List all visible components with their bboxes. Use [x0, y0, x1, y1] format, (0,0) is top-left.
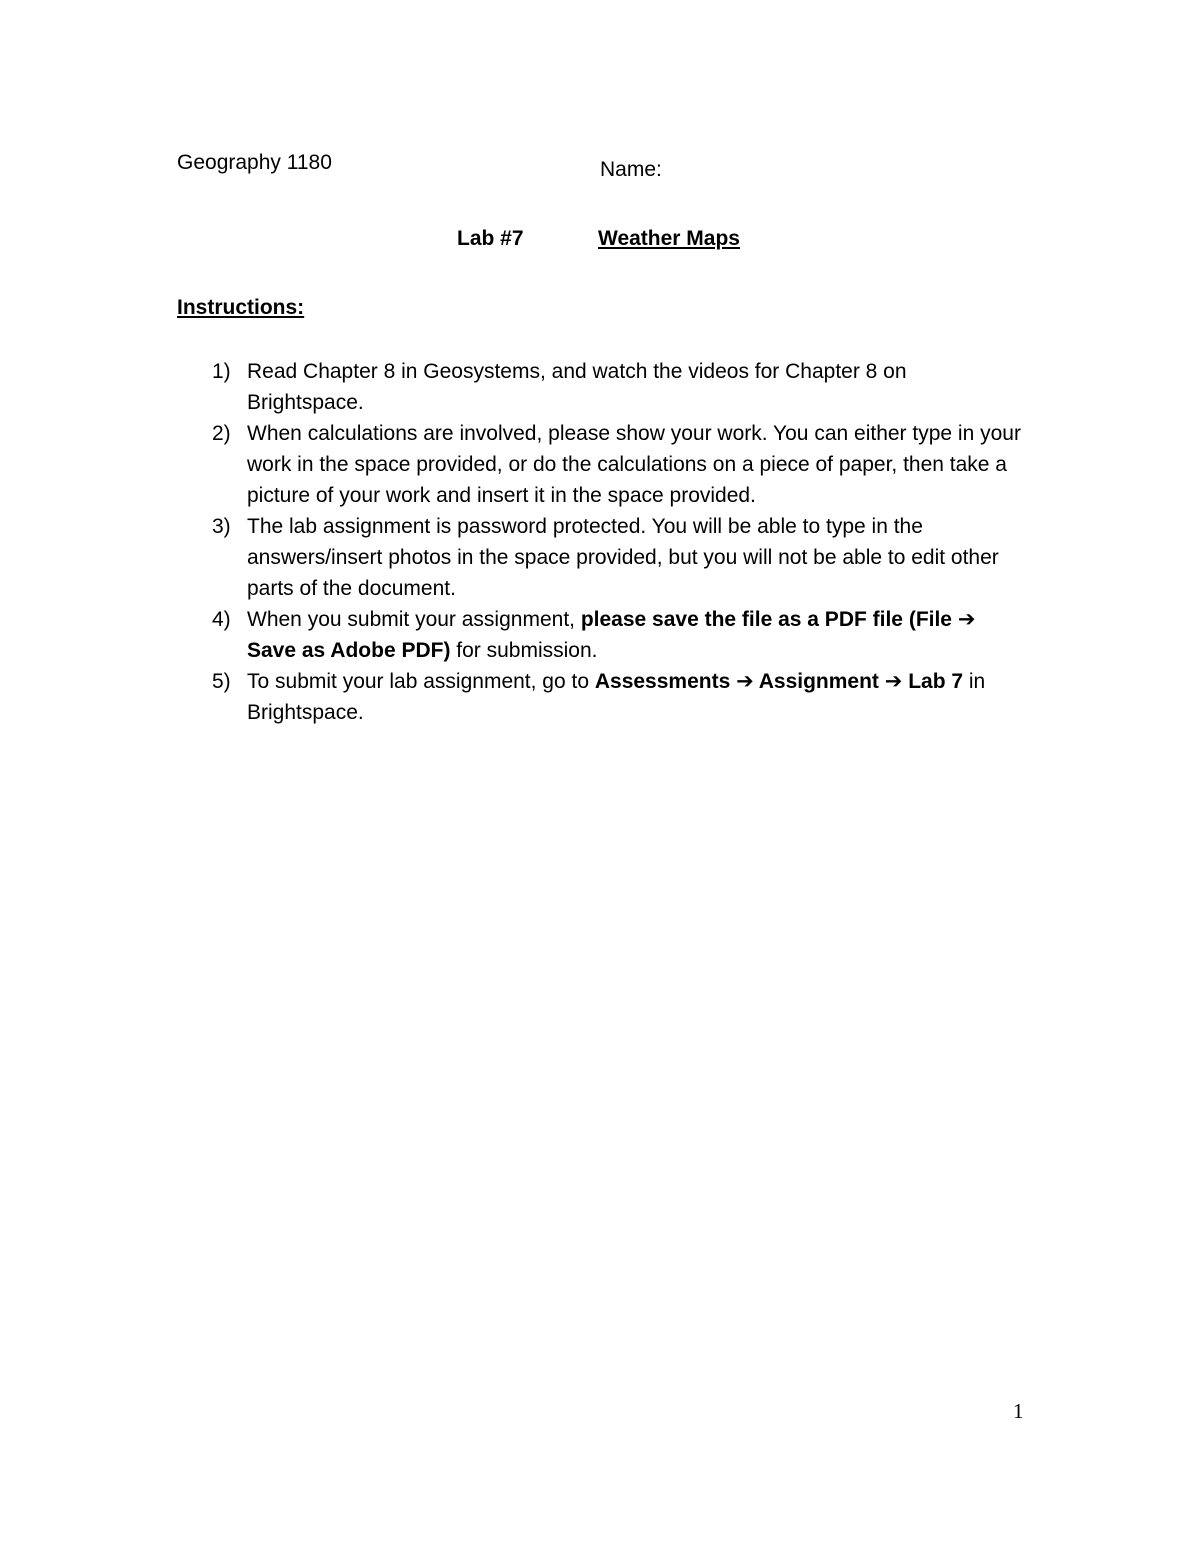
instruction-text-bold: Assessments ➔ Assignment ➔ Lab 7 — [594, 670, 964, 693]
lab-number: Lab #7 — [457, 227, 524, 250]
instruction-text-run: When you submit your assignment, — [247, 608, 581, 631]
instruction-text — [247, 670, 985, 724]
instruction-text-run: for submission. — [450, 639, 598, 662]
name-label: Name: — [600, 158, 662, 181]
instruction-number: 2) — [212, 422, 231, 445]
instruction-text — [247, 360, 907, 414]
instructions-heading: Instructions: — [177, 296, 305, 319]
instruction-text-bold: please save the file as a PDF file (File ➔ Save as Adobe PDF) — [247, 608, 976, 662]
instruction-item — [177, 418, 1027, 511]
instruction-number: 5) — [212, 670, 231, 693]
instruction-item — [177, 356, 1027, 418]
instruction-text-run: in Brightspace. — [247, 670, 986, 724]
instruction-text — [247, 608, 975, 662]
instruction-list — [177, 356, 1027, 728]
instruction-text-run: To submit your lab assignment, go to — [247, 670, 595, 693]
lab-topic: Weather Maps — [598, 227, 740, 250]
instruction-number: 3) — [212, 515, 231, 538]
instruction-number: 1) — [212, 360, 231, 383]
instruction-number: 4) — [212, 608, 231, 631]
instruction-text — [247, 515, 999, 600]
instruction-text-run: Read Chapter 8 in Geosystems, and watch the videos for Chapter 8 on Brightspace. — [247, 360, 907, 414]
page-number: 1 — [1013, 1399, 1024, 1423]
course-title: Geography 1180 — [177, 151, 332, 174]
instruction-item — [177, 666, 1027, 728]
instruction-text-run: When calculations are involved, please show your work. You can either type in your work in the space provided, or do the calculations on a piece of paper, then take a picture of your work and insert it in the space provided. — [247, 422, 1021, 507]
instruction-text — [247, 422, 1021, 507]
lab-title — [457, 225, 740, 253]
instruction-text-run: The lab assignment is password protected. You will be able to type in the answers/insert photos in the space provided, but you will not be able to edit other parts of the document. — [247, 515, 999, 600]
instruction-item — [177, 511, 1027, 604]
instruction-item — [177, 604, 1027, 666]
